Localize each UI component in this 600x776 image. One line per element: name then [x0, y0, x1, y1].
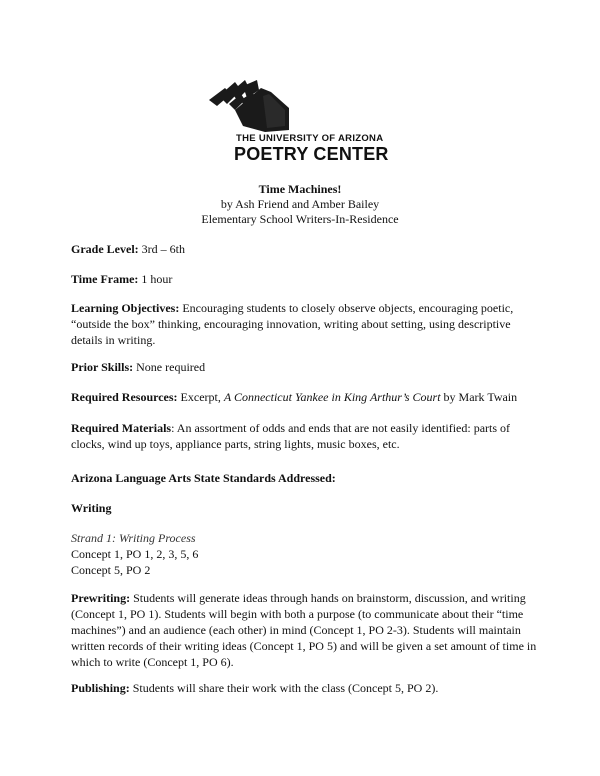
materials-line2: clocks, wind up toys, appliance parts, string lights, music boxes, etc.	[71, 437, 400, 451]
resources-label: Required Resources:	[71, 390, 178, 404]
objectives-line1: Encouraging students to closely observe objects, encouraging poetic,	[182, 301, 514, 315]
learning-objectives	[71, 300, 531, 348]
prewriting	[71, 590, 541, 670]
logo-university-text: THE UNIVERSITY OF ARIZONA	[236, 133, 384, 144]
publishing-label: Publishing:	[71, 681, 130, 695]
lesson-program: Elementary School Writers-In-Residence	[201, 212, 399, 226]
writing-strand	[71, 530, 531, 578]
publishing	[71, 680, 531, 696]
objectives-line2: “outside the box” thinking, encouraging innovation, writing about setting, using descriptive	[71, 317, 511, 331]
prewriting-line2: (Concept 1, PO 1). Students will begin with both a purpose (to communicate about their “time	[71, 607, 524, 621]
standards-heading: Arizona Language Arts State Standards Addressed:	[71, 471, 336, 485]
publishing-value: Students will share their work with the class (Concept 5, PO 2).	[132, 681, 439, 695]
prewriting-line3: machines”) and an audience (each other) in mind (Concept 1, PO 2-3). Students will maintain	[71, 623, 521, 637]
required-materials	[71, 420, 531, 452]
prior-skills	[71, 359, 531, 375]
objectives-line3: details in writing.	[71, 333, 156, 347]
resources-suffix: by Mark Twain	[443, 390, 518, 404]
prewriting-label: Prewriting:	[71, 591, 131, 605]
prewriting-line5: which to write (Concept 1, PO 6).	[71, 655, 234, 669]
writing-section	[71, 500, 531, 516]
resources-book-title: A Connecticut Yankee in King Arthur’s Court	[223, 390, 441, 404]
resources-prefix: Excerpt,	[180, 390, 221, 404]
grade-level-value: 3rd – 6th	[141, 242, 185, 256]
grade-level-label: Grade Level:	[71, 242, 139, 256]
objectives-label: Learning Objectives:	[71, 301, 180, 315]
standards	[71, 470, 531, 486]
lesson-title: Time Machines!	[258, 182, 342, 196]
prior-skills-label: Prior Skills:	[71, 360, 134, 374]
prewriting-line1: Students will generate ideas through hands on brainstorm, discussion, and writing	[133, 591, 526, 605]
writing-heading: Writing	[71, 501, 112, 515]
time-frame	[71, 271, 531, 287]
book-pages-icon	[205, 80, 295, 136]
time-frame-label: Time Frame:	[71, 272, 139, 286]
grade-level	[71, 241, 531, 257]
materials-label: Required Materials	[71, 421, 172, 435]
strand-title: Strand 1: Writing Process	[71, 531, 196, 545]
lesson-authors: by Ash Friend and Amber Bailey	[220, 197, 380, 211]
prior-skills-value: None required	[136, 360, 206, 374]
strand-concept2: Concept 5, PO 2	[71, 563, 151, 577]
required-resources	[71, 389, 531, 405]
logo-poetry-center-text: POETRY CENTER	[234, 144, 389, 164]
prewriting-line4: written records of their writing ideas (Concept 1, PO 5) and will be given a set amount of time in	[71, 639, 537, 653]
lesson-header	[0, 182, 600, 227]
materials-line1: : An assortment of odds and ends that are not easily identified: parts of	[171, 421, 511, 435]
time-frame-value: 1 hour	[141, 272, 173, 286]
poetry-center-logo	[205, 80, 395, 170]
strand-concept1: Concept 1, PO 1, 2, 3, 5, 6	[71, 547, 199, 561]
